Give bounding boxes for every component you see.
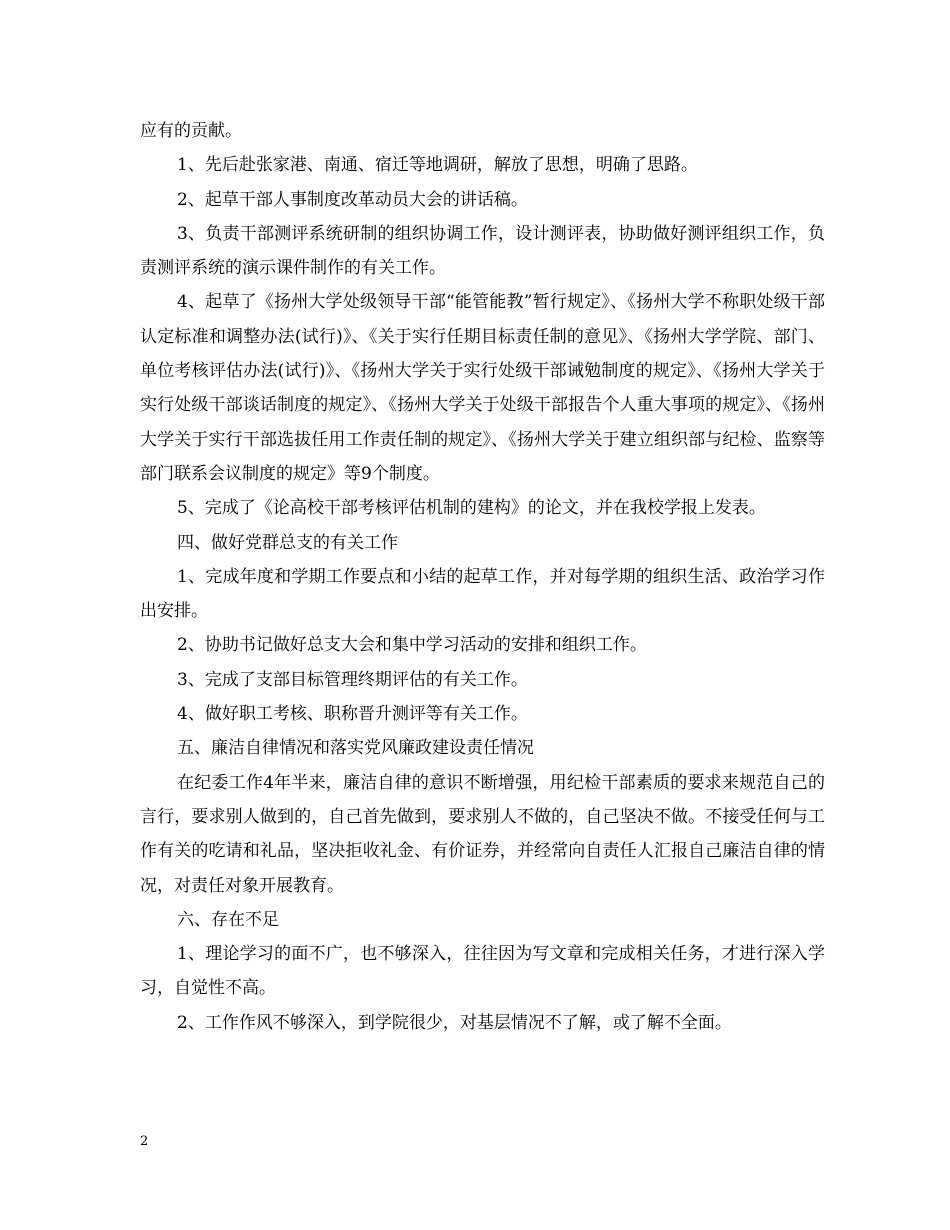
paragraph: 在纪委工作4年半来，廉洁自律的意识不断增强，用纪检干部素质的要求来规范自己的言行，要求别人做到的，自己首先做到，要求别人不做的，自己坚决不做。不接受任何与工作有关的吃请和礼品，坚决拒收礼金、有价证券，并经常向自责任人汇报自己廉洁自律的情况，对责任对象开展教育。 [140,772,825,896]
paragraph: 3、负责干部测评系统研制的组织协调工作，设计测评表，协助做好测评组织工作，负责测评系统的演示课件制作的有关工作。 [140,223,825,279]
page-body [140,114,825,1040]
paragraph: 5、完成了《论高校干部考核评估机制的建构》的论文，并在我校学报上发表。 [177,498,766,519]
paragraph: 4、做好职工考核、职称晋升测评等有关工作。 [177,704,528,725]
paragraph: 4、起草了《扬州大学处级领导干部“能管能教”暂行规定》、《扬州大学不称职处级干部认定标准和调整办法(试行)》、《关于实行任期目标责任制的意见》、《扬州大学学院、部门、单位考核评估办法(试行)》、《扬州大学关于实行处级干部诫勉制度的规定》、《扬州大学关于实行处级干部谈话制度的规定》、《扬州大学关于处级干部报告个人重大事项的规定》、《扬州大学关于实行干部选拔任用工作责任制的规定》、《扬州大学关于建立组织部与纪检、监察等部门联系会议制度的规定》等9个制度。 [140,292,825,484]
paragraph: 2、协助书记做好总支大会和集中学习活动的安排和组织工作。 [177,635,647,656]
paragraph: 1、先后赴张家港、南通、宿迁等地调研，解放了思想，明确了思路。 [177,155,698,176]
paragraph: 1、完成年度和学期工作要点和小结的起草工作，并对每学期的组织生活、政治学习作出安排。 [140,566,825,622]
paragraph: 2、起草干部人事制度改革动员大会的讲话稿。 [177,189,528,210]
paragraph: 2、工作作风不够深入，到学院很少，对基层情况不了解，或了解不全面。 [177,1012,732,1033]
page-number: 2 [140,1134,149,1149]
section-heading: 四、做好党群总支的有关工作 [177,532,398,553]
section-heading: 六、存在不足 [177,909,279,930]
paragraph: 3、完成了支部目标管理终期评估的有关工作。 [177,669,528,690]
section-heading: 五、廉洁自律情况和落实党风廉政建设责任情况 [177,738,534,759]
paragraph: 应有的贡献。 [140,121,242,141]
paragraph: 1、理论学习的面不广，也不够深入，往往因为写文章和完成相关任务，才进行深入学习，自觉性不高。 [140,944,825,999]
